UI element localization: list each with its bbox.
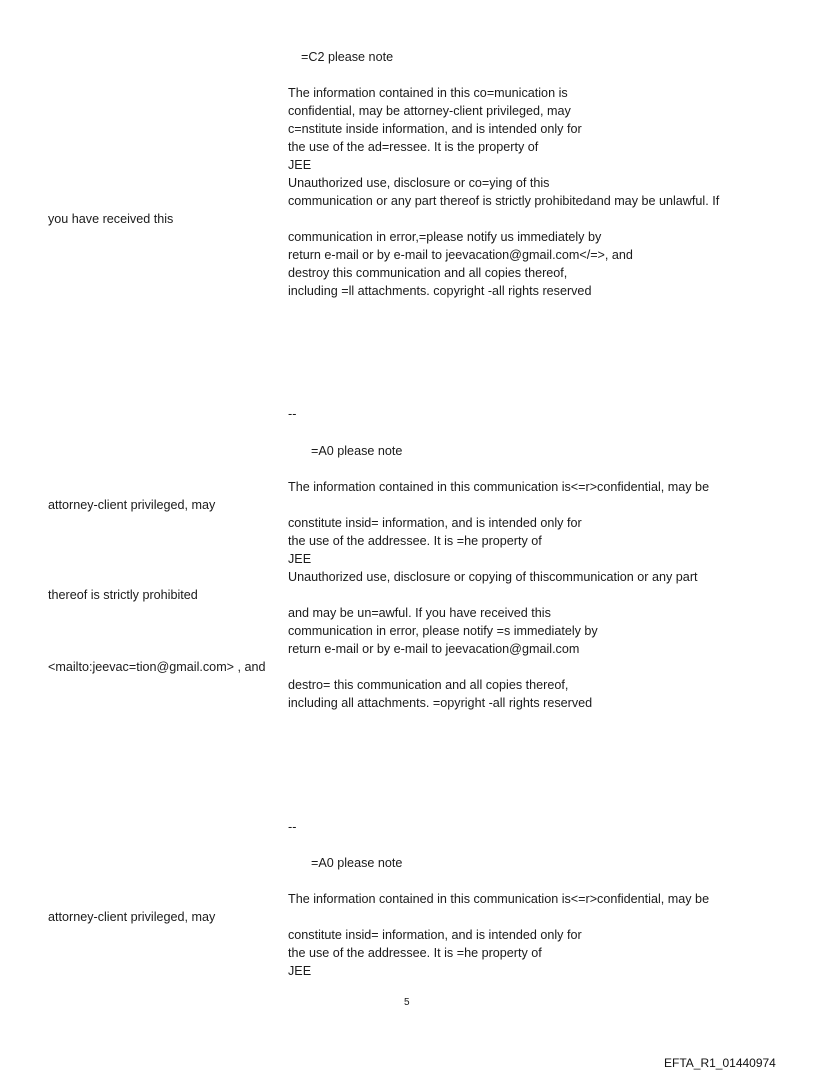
block1-heading: =C2 please note — [301, 50, 394, 64]
block3-line: constitute insid= information, and is intended only for — [288, 928, 582, 942]
block1-line: JEE — [288, 158, 312, 172]
block2-outdent: thereof is strictly prohibited — [48, 588, 198, 602]
block3-line: The information contained in this communication is<=r>confidential, may be — [288, 892, 710, 906]
block1-line: return e-mail or by e-mail to jeevacation@gmail.com</=>, and — [288, 248, 633, 262]
block2-line: destro= this communication and all copies thereof, — [288, 678, 569, 692]
block1-line: including =ll attachments. copyright -all rights reserved — [288, 284, 592, 298]
page-number: 5 — [404, 997, 410, 1008]
block3-line: JEE — [288, 964, 312, 978]
block2-line: constitute insid= information, and is intended only for — [288, 516, 582, 530]
block3-heading: =A0 please note — [311, 856, 403, 870]
block2-separator: -- — [288, 407, 297, 421]
block2-outdent: <mailto:jeevac=tion@gmail.com> , and — [48, 660, 266, 674]
block2-line: including all attachments. =opyright -all rights reserved — [288, 696, 593, 710]
block1-line: confidential, may be attorney-client privileged, may — [288, 104, 571, 118]
block2-line: the use of the addressee. It is =he property of — [288, 534, 542, 548]
block3-outdent: attorney-client privileged, may — [48, 910, 216, 924]
block2-line: communication in error, please notify =s immediately by — [288, 624, 598, 638]
block2-line: Unauthorized use, disclosure or copying of thiscommunication or any part — [288, 570, 698, 584]
block2-line: The information contained in this communication is<=r>confidential, may be — [288, 480, 710, 494]
block1-line: c=nstitute inside information, and is intended only for — [288, 122, 582, 136]
block3-line: the use of the addressee. It is =he property of — [288, 946, 542, 960]
block2-heading: =A0 please note — [311, 444, 403, 458]
block1-line: The information contained in this co=munication is — [288, 86, 568, 100]
block1-line: communication or any part thereof is strictly prohibitedand may be unlawful. If — [288, 194, 720, 208]
block1-line: destroy this communication and all copies thereof, — [288, 266, 568, 280]
block1-outdent: you have received this — [48, 212, 174, 226]
block2-line: and may be un=awful. If you have received this — [288, 606, 551, 620]
document-id: EFTA_R1_01440974 — [664, 1056, 776, 1070]
block3-separator: -- — [288, 820, 297, 834]
block1-line: Unauthorized use, disclosure or co=ying of this — [288, 176, 550, 190]
block1-line: the use of the ad=ressee. It is the property of — [288, 140, 539, 154]
block1-line: communication in error,=please notify us immediately by — [288, 230, 602, 244]
block2-line: return e-mail or by e-mail to jeevacation@gmail.com — [288, 642, 580, 656]
block2-line: JEE — [288, 552, 312, 566]
block2-outdent: attorney-client privileged, may — [48, 498, 216, 512]
